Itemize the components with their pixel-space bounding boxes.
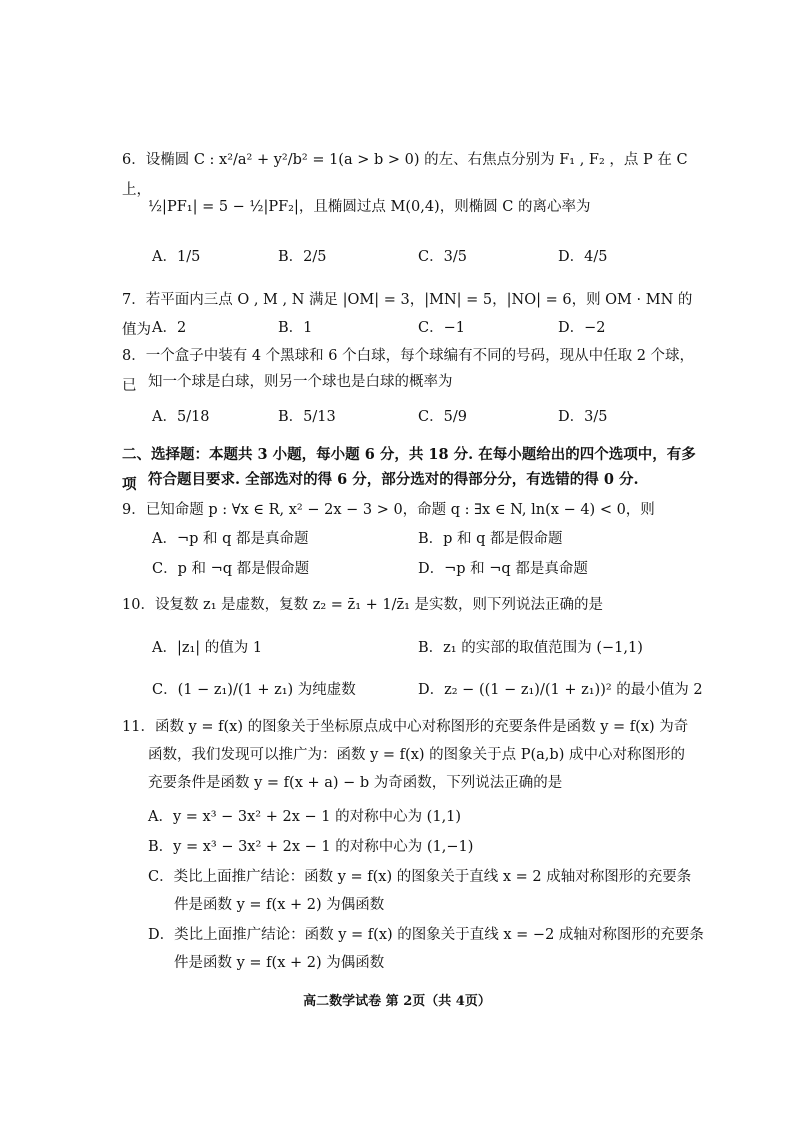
q10-option-a: A．|z₁| 的值为 1 [152,640,263,656]
q10-stem: 10．设复数 z₁ 是虚数，复数 z₂ = z̄₁ + 1/z̄₁ 是实数，则下列说法正确的是 [122,597,604,613]
q11-option-d-line2: 件是函数 y = f(x + 2) 为偶函数 [174,955,385,971]
q9-option-a: A．¬p 和 q 都是真命题 [152,531,309,547]
q11-option-b: B．y = x³ − 3x² + 2x − 1 的对称中心为 (1,−1) [148,839,474,855]
q10-option-c: C．(1 − z₁)/(1 + z₁) 为纯虚数 [152,682,356,698]
q11-option-d-line1: D．类比上面推广结论：函数 y = f(x) 的图象关于直线 x = −2 成轴对称图形的充要条 [148,927,704,943]
q8-option-a: A．5/18 [152,409,210,425]
q6-option-c: C．3/5 [418,249,467,265]
q7-option-c: C．−1 [418,320,465,336]
q9-option-d: D．¬p 和 ¬q 都是真命题 [418,561,588,577]
q10-option-d: D．z₂ − ((1 − z₁)/(1 + z₁))² 的最小值为 2 [418,682,703,698]
q11-option-c-line2: 件是函数 y = f(x + 2) 为偶函数 [174,897,385,913]
q9-stem: 9．已知命题 p : ∀x ∈ R, x² − 2x − 3 > 0，命题 q : ∃x ∈ N, ln(x − 4) < 0，则 [122,502,655,518]
q9-option-b: B．p 和 q 都是假命题 [418,531,563,547]
q7-stem: 7．若平面内三点 O , M , N 满足 |OM| = 3，|MN| = 5，|NO| = 6，则 OM · MN 的值为 [122,292,693,338]
q7-option-a: A．2 [152,320,187,336]
q11-option-a: A．y = x³ − 3x² + 2x − 1 的对称中心为 (1,1) [148,809,462,825]
q6-stem-line1: 6．设椭圆 C : x²/a² + y²/b² = 1(a > b > 0) 的左、右焦点分别为 F₁ , F₂ ，点 P 在 C 上， [122,152,688,198]
q10-option-b: B．z₁ 的实部的取值范围为 (−1,1) [418,640,643,656]
q6-stem-line2: ½|PF₁| = 5 − ½|PF₂|，且椭圆过点 M(0,4)，则椭圆 C 的离心率为 [148,199,591,215]
q6-option-d: D．4/5 [558,249,608,265]
q8-stem-line2: 知一个球是白球，则另一个球也是白球的概率为 [148,374,453,390]
section-2-heading-line2: 符合题目要求. 全部选对的得 6 分，部分选对的得部分分，有选错的得 0 分. [148,471,639,488]
page-footer: 高二数学试卷 第 2页（共 4页） [303,994,491,1009]
q8-option-b: B．5/13 [278,409,336,425]
q11-option-c-line1: C．类比上面推广结论：函数 y = f(x) 的图象关于直线 x = 2 成轴对称图形的充要条 [148,869,692,885]
q7-option-b: B．1 [278,320,313,336]
q6-option-a: A．1/5 [152,249,201,265]
q11-stem-line2: 函数，我们发现可以推广为：函数 y = f(x) 的图象关于点 P(a,b) 成中心对称图形的 [148,747,685,763]
q9-option-c: C．p 和 ¬q 都是假命题 [152,561,310,577]
q11-stem-line3: 充要条件是函数 y = f(x + a) − b 为奇函数，下列说法正确的是 [148,775,563,791]
section-2-heading-line1: 二、选择题：本题共 3 小题，每小题 6 分，共 18 分. 在每小题给出的四个选项中，有多项 [122,446,696,493]
q8-option-d: D．3/5 [558,409,608,425]
q6-option-b: B．2/5 [278,249,327,265]
q8-stem-line1: 8．一个盒子中装有 4 个黑球和 6 个白球，每个球编有不同的号码，现从中任取 2 个球，已 [122,348,695,394]
q8-option-c: C．5/9 [418,409,467,425]
q11-stem-line1: 11．函数 y = f(x) 的图象关于坐标原点成中心对称图形的充要条件是函数 y = f(x) 为奇 [122,719,689,735]
q7-option-d: D．−2 [558,320,606,336]
